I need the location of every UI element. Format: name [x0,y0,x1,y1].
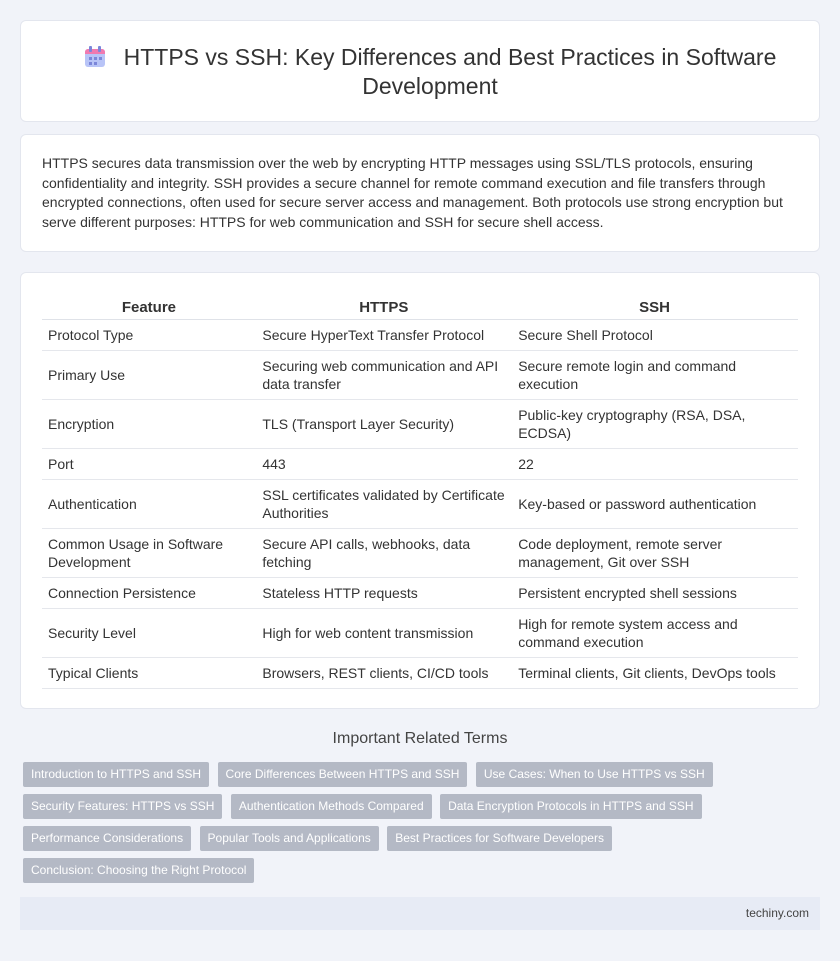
related-terms-title: Important Related Terms [332,730,508,747]
related-terms-tags [23,762,803,890]
tag-conclusion[interactable]: Conclusion: Choosing the Right Protocol [23,858,254,883]
header-card [20,20,820,122]
title-wrap [61,43,799,101]
tag-authentication-methods[interactable]: Authentication Methods Compared [231,794,432,819]
tag-data-encryption[interactable]: Data Encryption Protocols in HTTPS and SSH [440,794,701,819]
cell-https: Securing web communication and API data transfer [256,350,512,399]
cell-feature: Connection Persistence [42,577,256,608]
summary-text: HTTPS secures data transmission over the web by encrypting HTTP messages using SSL/TLS protocols, ensuring confidentiality and integrity. SSH provides a secure channel for remote command execution and file transfers through encrypted connections, often used for secure server access and management. Both protocols use strong encryption but serve different purposes: HTTPS for web communication and SSH for secure shell access. [42,155,783,230]
page-title [61,43,799,101]
page-title-text: HTTPS vs SSH: Key Differences and Best Practices in Software Development [123,44,777,99]
cell-feature: Protocol Type [42,319,256,350]
cell-ssh: Secure remote login and command execution [512,350,798,399]
cell-feature: Primary Use [42,350,256,399]
tag-popular-tools[interactable]: Popular Tools and Applications [200,826,379,851]
cell-feature: Typical Clients [42,657,256,688]
cell-https: Browsers, REST clients, CI/CD tools [256,657,512,688]
cell-ssh: Secure Shell Protocol [512,319,798,350]
cell-ssh: Terminal clients, Git clients, DevOps tools [512,657,798,688]
cell-ssh: Key-based or password authentication [512,479,798,528]
table-row [42,577,798,608]
table-row [42,399,798,448]
comparison-table-card [20,272,820,709]
footer-site-link[interactable]: techiny.com [745,906,809,920]
cell-https: TLS (Transport Layer Security) [256,399,512,448]
tag-best-practices[interactable]: Best Practices for Software Developers [387,826,612,851]
table-row [42,350,798,399]
table-row [42,528,798,577]
cell-https: 443 [256,448,512,479]
tag-introduction[interactable]: Introduction to HTTPS and SSH [23,762,209,787]
cell-ssh: 22 [512,448,798,479]
cell-https: High for web content transmission [256,608,512,657]
cell-ssh: Code deployment, remote server management, Git over SSH [512,528,798,577]
header-feature: Feature [42,295,256,319]
table-header-row [42,295,798,319]
cell-https: SSL certificates validated by Certificate Authorities [256,479,512,528]
footer [20,897,820,930]
table-row [42,657,798,688]
header-ssh: SSH [512,295,798,319]
cell-https: Secure HyperText Transfer Protocol [256,319,512,350]
cell-ssh: Public-key cryptography (RSA, DSA, ECDSA) [512,399,798,448]
comparison-table [42,295,798,689]
tag-security-features[interactable]: Security Features: HTTPS vs SSH [23,794,222,819]
tag-performance[interactable]: Performance Considerations [23,826,191,851]
summary-card [20,134,820,252]
tag-use-cases[interactable]: Use Cases: When to Use HTTPS vs SSH [476,762,713,787]
table-row [42,448,798,479]
header-https: HTTPS [256,295,512,319]
table-row [42,479,798,528]
cell-ssh: Persistent encrypted shell sessions [512,577,798,608]
calendar-icon [84,46,106,68]
cell-https: Secure API calls, webhooks, data fetching [256,528,512,577]
cell-feature: Common Usage in Software Development [42,528,256,577]
table-row [42,608,798,657]
cell-feature: Authentication [42,479,256,528]
cell-https: Stateless HTTP requests [256,577,512,608]
cell-feature: Encryption [42,399,256,448]
cell-feature: Port [42,448,256,479]
tag-core-differences[interactable]: Core Differences Between HTTPS and SSH [218,762,468,787]
cell-ssh: High for remote system access and command execution [512,608,798,657]
table-row [42,319,798,350]
cell-feature: Security Level [42,608,256,657]
